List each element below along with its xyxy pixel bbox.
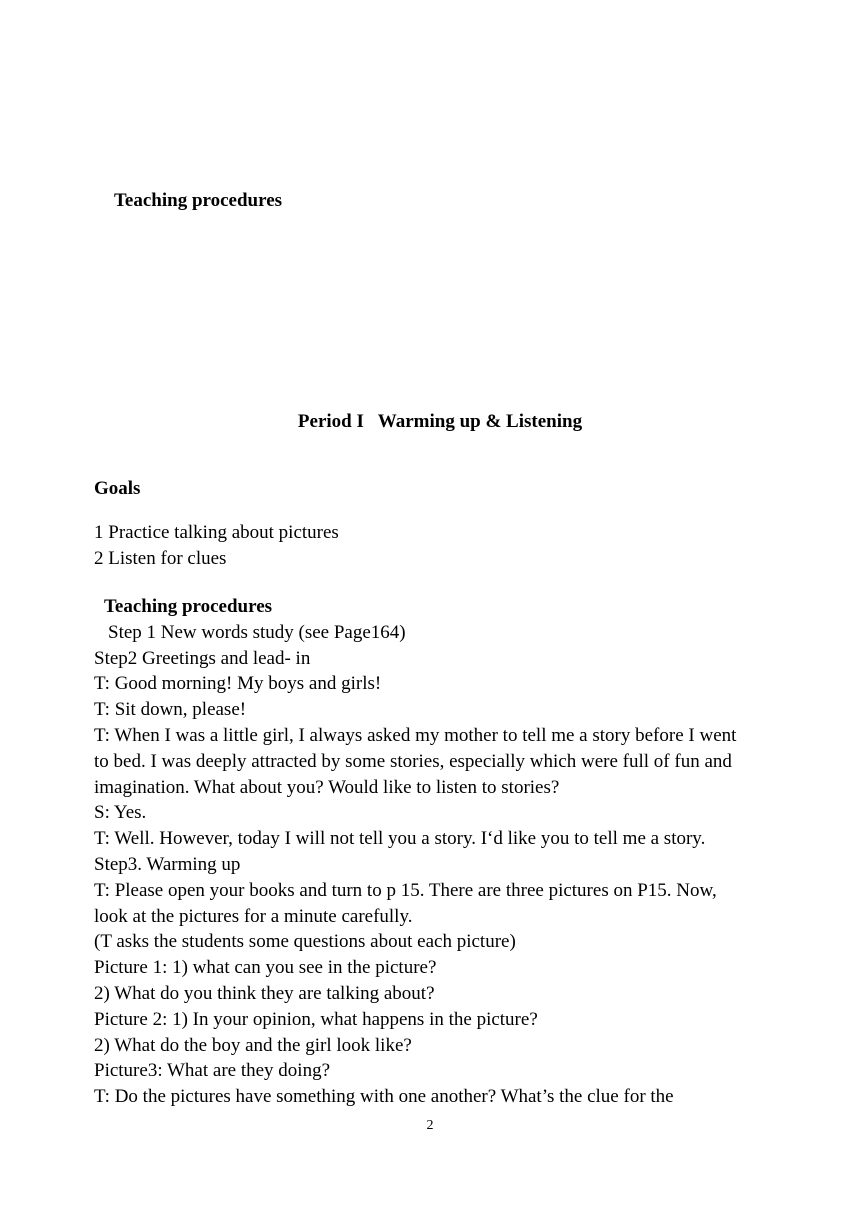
top-section-heading: Teaching procedures [114,190,283,211]
goal-item: 2 Listen for clues [94,547,227,569]
procedure-line: T: Sit down, please! [94,699,247,721]
procedure-line: Picture 2: 1) In your opinion, what happens in the picture? [94,1008,538,1030]
goals-heading: Goals [94,478,141,499]
goal-item: 1 Practice talking about pictures [94,522,339,543]
procedure-line: T: Good morning! My boys and girls! [94,673,382,695]
procedure-line: 2) What do the boy and the girl look like? [94,1034,412,1056]
procedure-line: Picture 1: 1) what can you see in the picture? [94,957,437,979]
procedure-line: Step2 Greetings and lead- in [94,647,311,669]
procedure-line: (T asks the students some questions about each picture) [94,931,516,953]
procedure-line: Step3. Warming up [94,853,241,875]
goals-list [94,520,339,571]
teaching-procedures-section [94,594,774,1110]
procedure-line: 2) What do you think they are talking about? [94,982,435,1004]
procedure-line: to bed. I was deeply attracted by some stories, especially which were full of fun and [94,750,732,772]
procedure-line: Picture3: What are they doing? [94,1060,331,1082]
procedure-line: T: When I was a little girl, I always asked my mother to tell me a story before I went [94,724,737,746]
procedure-line: S: Yes. [94,802,147,824]
page-number: 2 [426,1118,434,1133]
procedure-line: Step 1 New words study (see Page164) [108,621,406,643]
procedure-line: imagination. What about you? Would like to listen to stories? [94,776,560,798]
procedure-line: T: Please open your books and turn to p 15. There are three pictures on P15. Now, [94,879,717,901]
procedure-line: T: Do the pictures have something with one another? What’s the clue for the [94,1086,674,1108]
procedure-line: T: Well. However, today I will not tell you a story. I‘d like you to tell me a story. [94,828,706,850]
procedure-line: look at the pictures for a minute carefully. [94,905,413,927]
period-title: Period I Warming up & Listening [297,411,583,432]
procedures-heading: Teaching procedures [104,596,273,617]
